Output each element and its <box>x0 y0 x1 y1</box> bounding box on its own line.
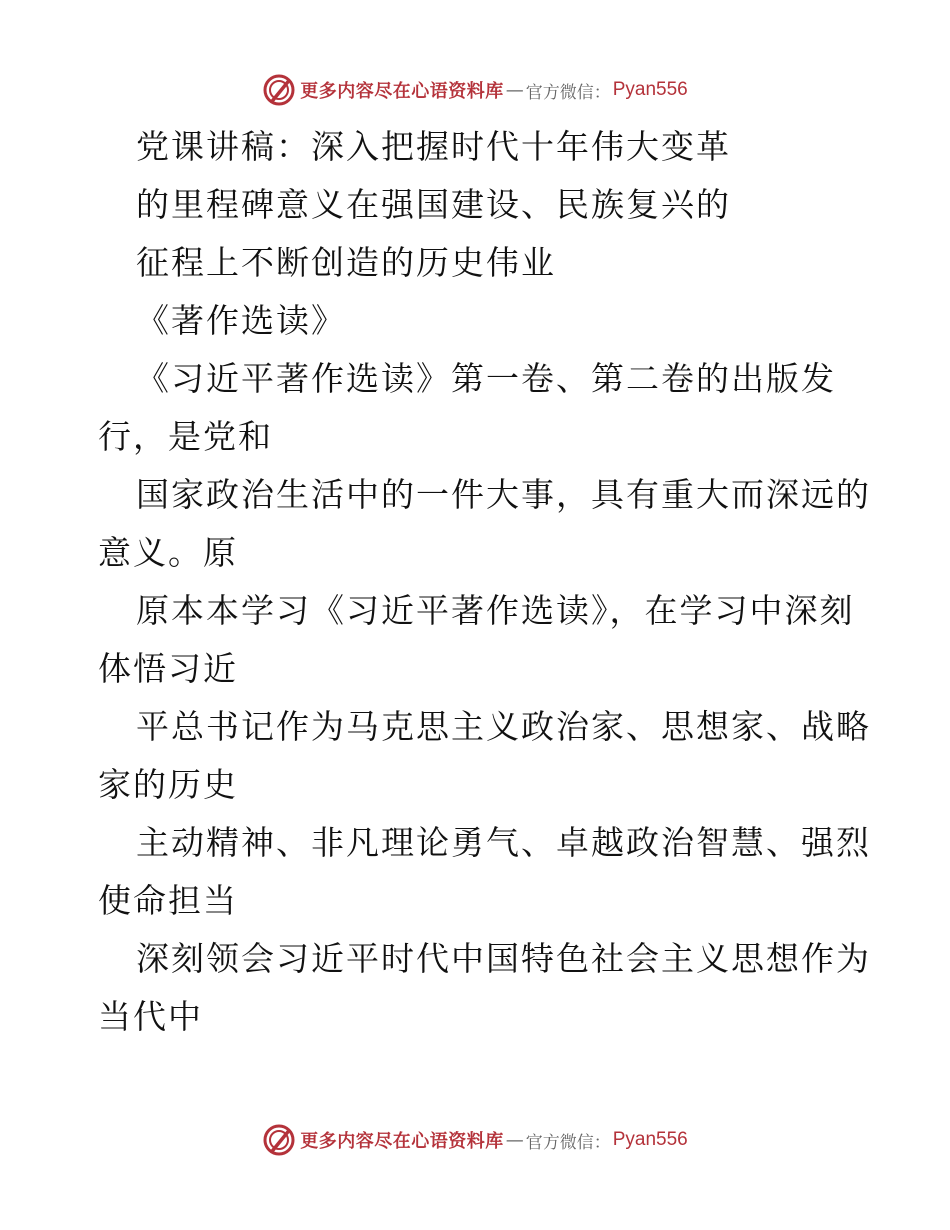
title-line-2: 的里程碑意义在强国建设、民族复兴的 <box>136 185 731 224</box>
paragraph-line: 深刻领会习近平时代中国特色社会主义思想作为 <box>136 939 871 978</box>
section-heading: 《著作选读》 <box>136 301 346 340</box>
paragraph-line: 原本本学习《习近平著作选读》，在学习中深刻 <box>136 591 855 630</box>
title-line-1: 党课讲稿：深入把握时代十年伟大变革 <box>136 127 731 166</box>
banner-separator: — <box>505 1129 524 1151</box>
paragraph-line: 主动精神、非凡理论勇气、卓越政治智慧、强烈 <box>136 823 871 862</box>
paragraph-line: 国家政治生活中的一件大事，具有重大而深远的 <box>136 475 871 514</box>
paragraph-line: 使命担当 <box>98 881 238 920</box>
quill-seal-icon <box>262 1123 296 1157</box>
paragraph-line: 《习近平著作选读》第一卷、第二卷的出版发 <box>136 359 836 398</box>
banner-separator: — <box>505 79 524 101</box>
paragraph-line: 意义。原 <box>98 533 238 572</box>
banner-wechat-label: 官方微信： <box>525 82 611 103</box>
banner-wechat-label: 官方微信： <box>525 1132 611 1153</box>
paragraph-line: 家的历史 <box>98 765 238 804</box>
header-banner <box>0 70 950 110</box>
quill-seal-icon <box>262 73 296 107</box>
paragraph-line: 行，是党和 <box>98 417 273 456</box>
document-body <box>98 118 871 1046</box>
paragraph-line: 体悟习近 <box>98 649 238 688</box>
footer-banner <box>0 1120 950 1160</box>
paragraph-line: 当代中 <box>98 997 203 1036</box>
banner-text: 更多内容尽在心语资料库 <box>300 81 504 102</box>
banner-text: 更多内容尽在心语资料库 <box>300 1131 504 1152</box>
banner-wechat-id: Pyan556 <box>612 1129 688 1150</box>
paragraph-line: 平总书记作为马克思主义政治家、思想家、战略 <box>136 707 871 746</box>
title-line-3: 征程上不断创造的历史伟业 <box>136 243 556 282</box>
banner-wechat-id: Pyan556 <box>612 79 688 100</box>
